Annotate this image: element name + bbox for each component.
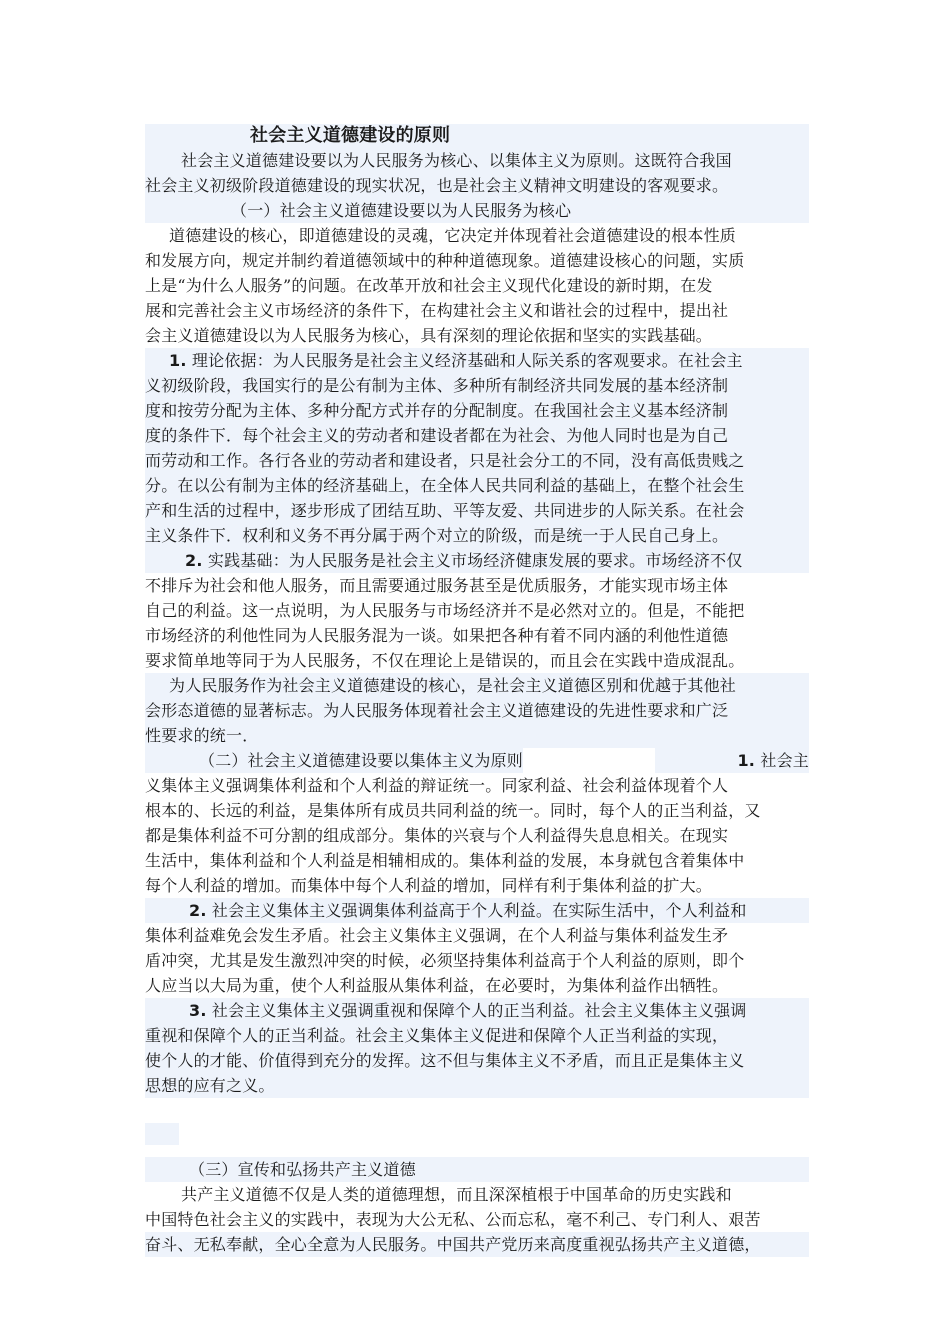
paragraph-line: 会主义道德建设以为人民服务为核心，具有深刻的理论依据和坚实的实践基础。 bbox=[145, 326, 713, 345]
paragraph-line: 思想的应有之义。 bbox=[145, 1073, 809, 1098]
paragraph-line: 性要求的统一． bbox=[145, 723, 809, 748]
paragraph-line: 度和按劳分配为主体、多种分配方式并存的分配制度。在我国社会主义基本经济制 bbox=[145, 398, 809, 423]
paragraph-line: 市场经济的利他性同为人民服务混为一谈。如果把各种有着不同内涵的利他性道德 bbox=[145, 626, 729, 645]
paragraph-line: 主义条件下．权利和义务不再分属于两个对立的阶级，而是统一于人民自己身上。 bbox=[145, 523, 809, 548]
paragraph-line: 每个人利益的增加。而集体中每个人利益的增加，同样有利于集体利益的扩大。 bbox=[145, 876, 713, 895]
numbered-paragraph-start: 1. 社会主 bbox=[655, 748, 809, 773]
paragraph-line: 奋斗、无私奉献，全心全意为人民服务。中国共产党历来高度重视弘扬共产主义道德， bbox=[145, 1232, 809, 1257]
paragraph-line: 义集体主义强调集体利益和个人利益的辩证统一。同家利益、社会利益体现着个人 bbox=[145, 776, 729, 795]
paragraph-line: 展和完善社会主义市场经济的条件下，在构建社会主义和谐社会的过程中，提出社 bbox=[145, 301, 729, 320]
paragraph-line: 上是“为什么人服务”的问题。在改革开放和社会主义现代化建设的新时期，在发 bbox=[145, 276, 713, 295]
paragraph-line: 自己的利益。这一点说明，为人民服务与市场经济并不是必然对立的。但是，不能把 bbox=[145, 601, 745, 620]
paragraph-line: 分。在以公有制为主体的经济基础上，在全体人民共同利益的基础上，在整个社会生 bbox=[145, 473, 809, 498]
paragraph-line: 社会主义道德建设要以为人民服务为核心、以集体主义为原则。这既符合我国 bbox=[145, 148, 809, 173]
paragraph-line: 为人民服务作为社会主义道德建设的核心，是社会主义道德区别和优越于其他社 bbox=[145, 673, 809, 698]
paragraph-line: 产和生活的过程中，逐步形成了团结互助、平等友爱、共同进步的人际关系。在社会 bbox=[145, 498, 809, 523]
paragraph-line: 使个人的才能、价值得到充分的发挥。这不但与集体主义不矛盾，而且正是集体主义 bbox=[145, 1048, 809, 1073]
section-heading: （一）社会主义道德建设要以为人民服务为核心 bbox=[145, 198, 809, 223]
paragraph-line: 人应当以大局为重，使个人利益服从集体利益，在必要时，为集体利益作出牺牲。 bbox=[145, 976, 729, 995]
section-heading: （二）社会主义道德建设要以集体主义为原则 bbox=[145, 748, 523, 773]
paragraph-line: 根本的、长远的利益，是集体所有成员共同利益的统一。同时，每个人的正当利益，又 bbox=[145, 801, 761, 820]
section-heading-row bbox=[145, 748, 809, 773]
paragraph-line: 生活中，集体利益和个人利益是相辅相成的。集体利益的发展，本身就包含着集体中 bbox=[145, 851, 745, 870]
paragraph-line: 中国特色社会主义的实践中，表现为大公无私、公而忘私，毫不利己、专门利人、艰苦 bbox=[145, 1210, 761, 1229]
paragraph-line: 不排斥为社会和他人服务，而且需要通过服务甚至是优质服务，才能实现市场主体 bbox=[145, 576, 729, 595]
blank-line bbox=[145, 1098, 809, 1123]
section-heading: （三）宣传和弘扬共产主义道德 bbox=[145, 1157, 809, 1182]
list-number: 3. bbox=[189, 1001, 207, 1020]
paragraph-line: 都是集体利益不可分割的组成部分。集体的兴衰与个人利益得失息息相关。在现实 bbox=[145, 826, 729, 845]
list-number: 2. bbox=[189, 901, 207, 920]
list-number: 2. bbox=[185, 551, 203, 570]
paragraph-line: 盾冲突，尤其是发生激烈冲突的时候，必须坚持集体利益高于个人利益的原则，即个 bbox=[145, 951, 745, 970]
paragraph-line: 道德建设的核心，即道德建设的灵魂，它决定并体现着社会道德建设的根本性质 bbox=[169, 226, 737, 245]
numbered-paragraph-line: 3. 社会主义集体主义强调重视和保障个人的正当利益。社会主义集体主义强调 bbox=[145, 998, 809, 1023]
paragraph-line: 要求简单地等同于为人民服务，不仅在理论上是错误的，而且会在实践中造成混乱。 bbox=[145, 651, 745, 670]
document-title: 社会主义道德建设的原则 bbox=[145, 124, 809, 148]
paragraph-line: 重视和保障个人的正当利益。社会主义集体主义促进和保障个人正当利益的实现， bbox=[145, 1023, 809, 1048]
paragraph-line: 集体利益难免会发生矛盾。社会主义集体主义强调，在个人利益与集体利益发生矛 bbox=[145, 926, 729, 945]
paragraph-line: 和发展方向，规定并制约着道德领域中的种种道德现象。道德建设核心的问题，实质 bbox=[145, 251, 745, 270]
highlight-fragment bbox=[145, 1123, 179, 1145]
document-page bbox=[145, 124, 809, 1257]
paragraph-line: 会形态道德的显著标志。为人民服务体现着社会主义道德建设的先进性要求和广泛 bbox=[145, 698, 809, 723]
paragraph-line: 义初级阶段，我国实行的是公有制为主体、多种所有制经济共同发展的基本经济制 bbox=[145, 373, 809, 398]
paragraph-line: 而劳动和工作。各行各业的劳动者和建设者，只是社会分工的不同，没有高低贵贱之 bbox=[145, 448, 809, 473]
numbered-paragraph-line: 1. 理论依据：为人民服务是社会主义经济基础和人际关系的客观要求。在社会主 bbox=[145, 348, 809, 373]
numbered-paragraph-line: 2. 社会主义集体主义强调集体利益高于个人利益。在实际生活中，个人利益和 bbox=[145, 898, 809, 923]
numbered-paragraph-line: 2. 实践基础：为人民服务是社会主义市场经济健康发展的要求。市场经济不仅 bbox=[145, 548, 809, 573]
paragraph-line: 共产主义道德不仅是人类的道德理想，而且深深植根于中国革命的历史实践和 bbox=[181, 1185, 732, 1204]
paragraph-line: 社会主义初级阶段道德建设的现实状况，也是社会主义精神文明建设的客观要求。 bbox=[145, 173, 809, 198]
list-number: 1. bbox=[169, 351, 187, 370]
paragraph-line: 度的条件下．每个社会主义的劳动者和建设者都在为社会、为他人同时也是为自己 bbox=[145, 423, 809, 448]
list-number: 1. bbox=[737, 751, 756, 770]
